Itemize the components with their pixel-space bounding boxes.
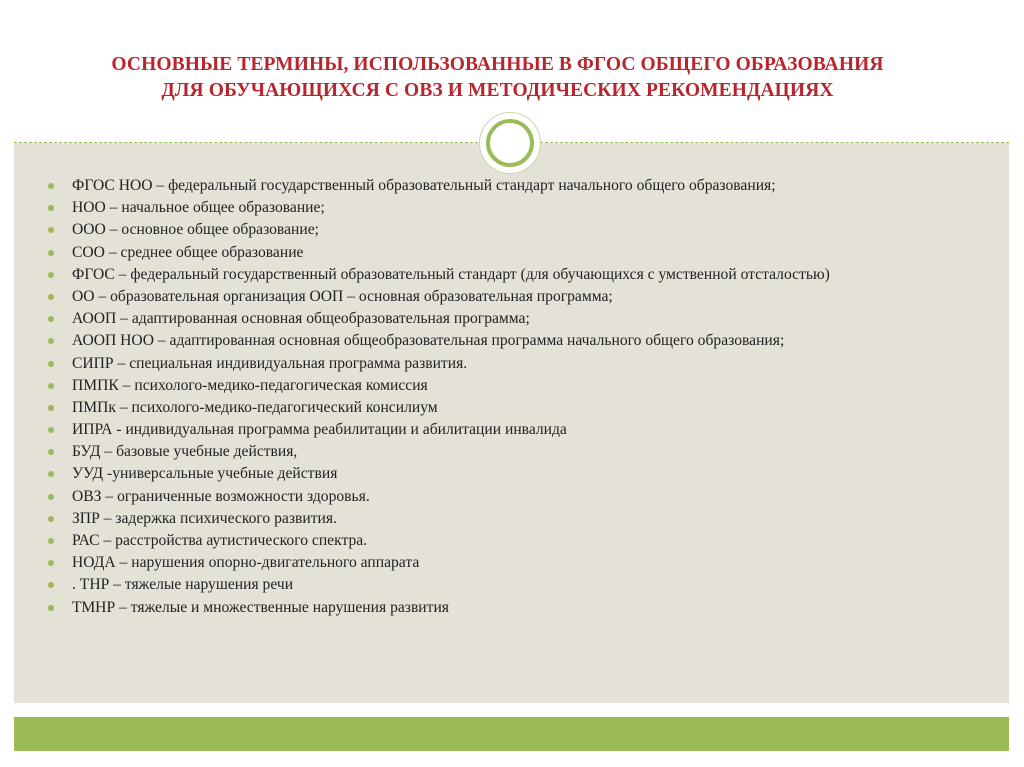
bullet-icon (48, 316, 54, 322)
term-text: РАС – расстройства аутистического спектра. (72, 532, 368, 549)
term-text: ПМПк – психолого-медико-педагогический консилиум (72, 398, 438, 416)
list-item (48, 441, 998, 463)
bullet-icon (48, 205, 54, 211)
term-text: ФГОС НОО – федеральный государственный образовательный стандарт начального общего образования; (72, 177, 776, 194)
terms-list (48, 175, 998, 619)
list-item (48, 419, 998, 441)
bullet-icon (48, 405, 54, 411)
term-text: НОО – начальное общее образование; (72, 199, 325, 217)
bullet-icon (48, 338, 54, 344)
bullet-icon (48, 227, 54, 233)
term-text: ООО – основное общее образование; (72, 221, 319, 239)
footer-band (14, 717, 1009, 751)
ring-inner (486, 119, 534, 167)
term-text: ФГОС – федеральный государственный образовательный стандарт (для обучающихся с умственной отсталостью) (72, 265, 830, 283)
slide-title (40, 52, 955, 104)
term-text: СОО – среднее общее образование (72, 243, 304, 261)
term-text: БУД – базовые учебные действия, (72, 443, 298, 461)
title-line-2: ДЛЯ ОБУЧАЮЩИХСЯ С ОВЗ И МЕТОДИЧЕСКИХ РЕКОМЕНДАЦИЯХ (161, 80, 834, 101)
list-item (48, 574, 998, 596)
bullet-icon (48, 183, 54, 189)
bullet-icon (48, 449, 54, 455)
list-item (48, 197, 998, 219)
bullet-icon (48, 605, 54, 611)
bullet-icon (48, 582, 54, 588)
list-item (48, 308, 998, 330)
list-item (48, 264, 998, 286)
list-item (48, 353, 998, 375)
bullet-icon (48, 471, 54, 477)
bullet-icon (48, 294, 54, 300)
list-item (48, 242, 998, 264)
bullet-icon (48, 272, 54, 278)
bullet-icon (48, 538, 54, 544)
list-item (48, 508, 998, 530)
bullet-icon (48, 383, 54, 389)
bullet-icon (48, 494, 54, 500)
term-text: ЗПР – задержка психического развития. (72, 509, 337, 527)
list-item (48, 397, 998, 419)
title-line-1: ОСНОВНЫЕ ТЕРМИНЫ, ИСПОЛЬЗОВАННЫЕ В ФГОС ОБЩЕГО ОБРАЗОВАНИЯ (111, 54, 884, 75)
term-text: ИПРА - индивидуальная программа реабилитации и абилитации инвалида (72, 421, 567, 439)
list-item (48, 597, 998, 619)
term-text: СИПР – специальная индивидуальная программа развития. (72, 354, 468, 372)
term-text: . ТНР – тяжелые нарушения речи (72, 576, 294, 594)
list-item (48, 375, 998, 397)
term-text: АООП НОО – адаптированная основная общеобразовательная программа начального общего образования; (72, 332, 785, 350)
bullet-icon (48, 361, 54, 367)
term-text: НОДА – нарушения опорно-двигательного аппарата (72, 554, 420, 572)
term-text: ОО – образовательная организация ООП – основная образовательная программа; (72, 287, 613, 305)
bullet-icon (48, 560, 54, 566)
bullet-icon (48, 516, 54, 522)
ring-ornament-icon (479, 112, 541, 174)
bullet-icon (48, 427, 54, 433)
list-item (48, 530, 998, 552)
list-item (48, 286, 998, 308)
term-text: УУД -универсальные учебные действия (72, 465, 338, 483)
list-item (48, 219, 998, 241)
list-item (48, 552, 998, 574)
list-item (48, 463, 998, 485)
term-text: ОВЗ – ограниченные возможности здоровья. (72, 487, 370, 505)
term-text: ПМПК – психолого-медико-педагогическая комиссия (72, 376, 428, 394)
list-item (48, 486, 998, 508)
term-text: АООП – адаптированная основная общеобразовательная программа; (72, 310, 530, 328)
term-text: ТМНР – тяжелые и множественные нарушения развития (72, 598, 449, 616)
list-item (48, 175, 998, 197)
bullet-icon (48, 250, 54, 256)
list-item (48, 330, 998, 352)
